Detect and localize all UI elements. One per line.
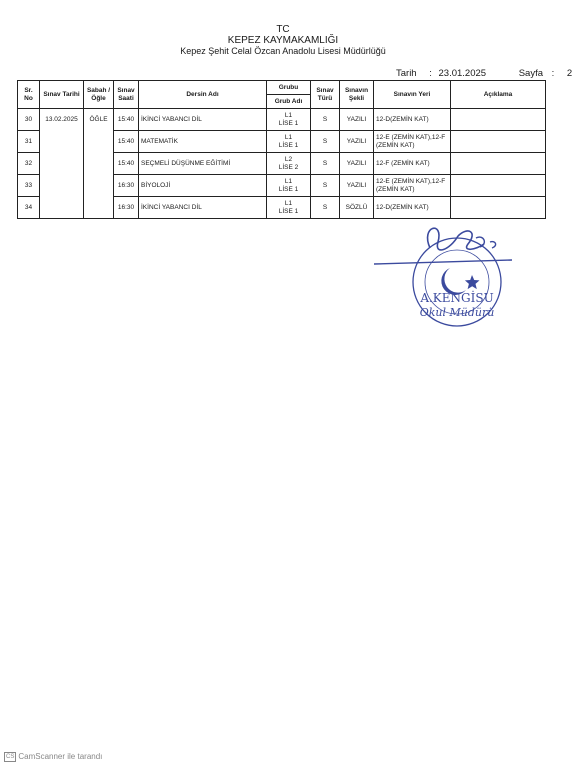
header-sinavin-yeri: Sınavın Yeri <box>374 81 451 109</box>
cell-no: 34 <box>18 197 40 219</box>
cell-date: 13.02.2025 <box>40 109 84 219</box>
cell-group <box>267 153 311 175</box>
cell-form: SÖZLÜ <box>340 197 374 219</box>
signature-stamp <box>372 220 522 340</box>
cell-group-name: LİSE 1 <box>278 185 299 193</box>
cell-group <box>267 197 311 219</box>
cell-period: ÖĞLE <box>84 109 114 219</box>
header-sinav-tarihi: Sınav Tarihi <box>40 81 84 109</box>
cell-time: 15:40 <box>114 153 139 175</box>
cell-note <box>451 175 546 197</box>
cell-course: SEÇMELİ DÜŞÜNME EĞİTİMİ <box>139 153 267 175</box>
cell-type: S <box>311 153 340 175</box>
document-header <box>0 24 566 57</box>
header-sinavin-sekli: Sınavın Şekli <box>340 81 374 109</box>
cell-type: S <box>311 131 340 153</box>
date-label: Tarih <box>396 68 417 79</box>
header-sinav-saati: Sınav Saati <box>114 81 139 109</box>
cell-group-code: L1 <box>284 200 293 207</box>
cell-place: 12-F (ZEMİN KAT) <box>374 153 451 175</box>
cell-group <box>267 131 311 153</box>
camscanner-icon: CS <box>6 754 15 760</box>
cell-course: İKİNCİ YABANCI DİL <box>139 197 267 219</box>
stamp-seal-icon <box>372 220 522 340</box>
cell-note <box>451 197 546 219</box>
cell-no: 31 <box>18 131 40 153</box>
page-value: 2 <box>566 68 572 79</box>
cell-place: 12-D(ZEMİN KAT) <box>374 197 451 219</box>
header-school: Kepez Şehit Celal Özcan Anadolu Lisesi Müdürlüğü <box>180 46 386 56</box>
header-kaymakamlik: KEPEZ KAYMAKAMLIĞI <box>227 35 339 46</box>
cell-group-name: LİSE 1 <box>278 141 299 149</box>
exam-schedule-table <box>17 80 546 219</box>
cell-course: MATEMATİK <box>139 131 267 153</box>
cell-course: BİYOLOJİ <box>139 175 267 197</box>
cell-course: İKİNCİ YABANCI DİL <box>139 109 267 131</box>
cell-note <box>451 109 546 131</box>
cell-group <box>267 175 311 197</box>
header-grub-adi: Grub Adı <box>267 95 311 109</box>
cell-place: 12-D(ZEMİN KAT) <box>374 109 451 131</box>
header-sr-no: Sr. No <box>18 81 40 109</box>
signature-title: Okul Müdürü <box>419 306 495 319</box>
cell-note <box>451 153 546 175</box>
cell-time: 15:40 <box>114 109 139 131</box>
header-dersin-adi: Dersin Adı <box>139 81 267 109</box>
cell-no: 30 <box>18 109 40 131</box>
cell-form: YAZILI <box>340 131 374 153</box>
cell-type: S <box>311 109 340 131</box>
header-grubu: Grubu <box>267 81 311 95</box>
cell-type: S <box>311 197 340 219</box>
date-sep: : <box>429 68 432 79</box>
cell-note <box>451 131 546 153</box>
cell-place: 12-E (ZEMİN KAT),12-F (ZEMİN KAT) <box>374 131 451 153</box>
header-sabah-ogle: Sabah / Öğle <box>84 81 114 109</box>
cell-group-name: LİSE 1 <box>278 207 299 215</box>
cell-group-code: L2 <box>284 156 293 163</box>
header-tc: TC <box>276 24 290 35</box>
cell-form: YAZILI <box>340 109 374 131</box>
date-value: 23.01.2025 <box>438 68 487 79</box>
cell-type: S <box>311 175 340 197</box>
cell-group-name: LİSE 1 <box>278 119 299 127</box>
cell-group <box>267 109 311 131</box>
cell-place: 12-E (ZEMİN KAT),12-F (ZEMİN KAT) <box>374 175 451 197</box>
cell-group-code: L1 <box>284 112 293 119</box>
scanner-footer <box>4 752 102 762</box>
cell-time: 15:40 <box>114 131 139 153</box>
cell-no: 32 <box>18 153 40 175</box>
footer-text: CamScanner ile tarandı <box>18 752 103 762</box>
header-sinav-turu: Sınav Türü <box>311 81 340 109</box>
document-meta <box>396 68 572 79</box>
cell-form: YAZILI <box>340 153 374 175</box>
cell-time: 16:30 <box>114 175 139 197</box>
signature-name: A.KENGİSU <box>420 291 494 305</box>
table-row <box>18 109 546 131</box>
page-label: Sayfa <box>518 68 543 79</box>
cell-time: 16:30 <box>114 197 139 219</box>
cell-group-name: LİSE 2 <box>278 163 299 171</box>
cell-group-code: L1 <box>284 178 293 185</box>
cell-group-code: L1 <box>284 134 293 141</box>
page-sep: : <box>551 68 555 79</box>
cell-form: YAZILI <box>340 175 374 197</box>
cell-no: 33 <box>18 175 40 197</box>
header-aciklama: Açıklama <box>451 81 546 109</box>
